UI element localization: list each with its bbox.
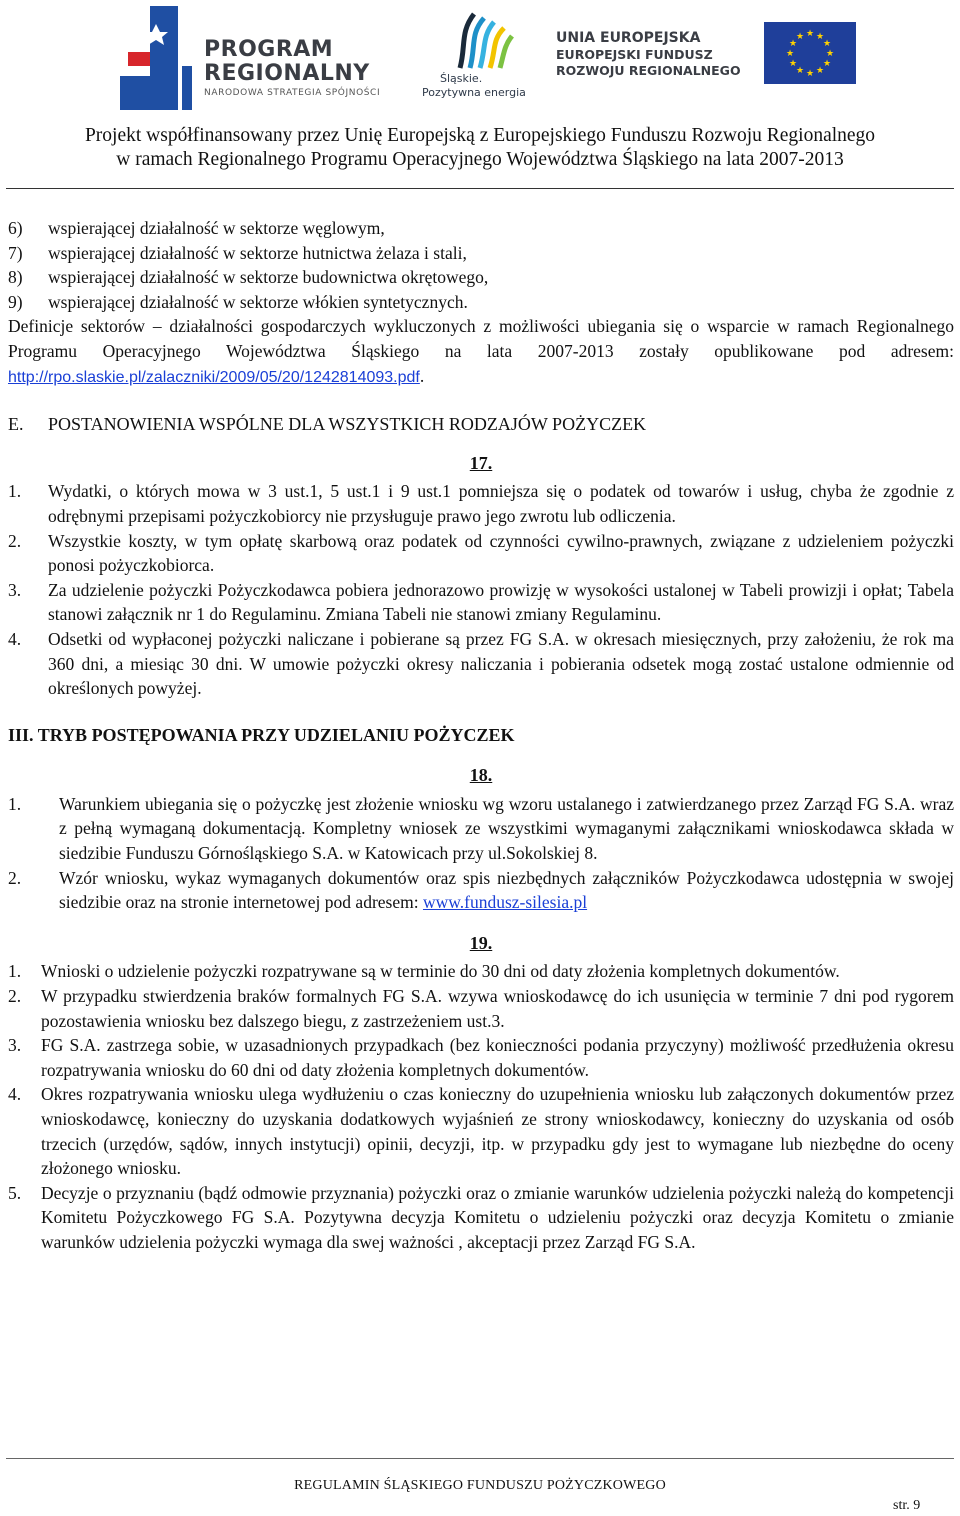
header-divider: [6, 188, 954, 189]
paragraph-19-title: 19.: [469, 932, 493, 953]
section-e-number: E.: [8, 414, 24, 435]
list-text: wspierającej działalność w sektorze hutnictwa żelaza i stali,: [48, 242, 467, 263]
list-text: FG S.A. zastrzega sobie, w uzasadnionych przypadkach (bez konieczności podania przyczyny) możliwość przedłużenia okresu rozpatrywania wniosku do 60 dni od daty złożenia kompletnych dokumentów.: [41, 1035, 954, 1080]
list-text: [59, 866, 954, 915]
program-regionalny-logo: [120, 6, 400, 116]
eu-logo-line2: EUROPEJSKI FUNDUSZ: [556, 47, 713, 62]
svg-text:★: ★: [822, 59, 832, 69]
svg-text:★: ★: [805, 69, 815, 79]
svg-text:★: ★: [788, 39, 798, 49]
slaskie-wave-mark: [430, 6, 530, 72]
program-logo-line2: REGIONALNY: [204, 61, 370, 86]
list-text: W przypadku stwierdzenia braków formalnych FG S.A. wzywa wnioskodawcę do ich usunięcia w terminie 7 dni pod rygorem pozostawienia wniosku bez dalszego biegu, z zastrzeżeniem ust.3.: [41, 986, 954, 1031]
svg-text:★: ★: [795, 66, 805, 76]
document-body: [8, 216, 954, 1255]
list-item: [8, 479, 954, 528]
list-text: wspierającej działalność w sektorze węglowym,: [48, 218, 385, 238]
svg-text:★: ★: [815, 66, 825, 76]
list-number: 1.: [8, 481, 22, 502]
list-item: [8, 290, 954, 315]
list-text: Decyzje o przyznaniu (bądź odmowie przyznania) pożyczki oraz o zmianie warunków udzielenia pożyczki należą do kompetencji Komitetu Pożyczkowego FG S.A. Pozytywna decyzja Komitetu o udzieleniu pożyczki oraz decyzja Komitetu o zmianie warunków udzielenia pożyczki wymaga dla swej ważności , akceptacji przez Zarząd FG S.A.: [41, 1182, 954, 1252]
list-number: 4.: [8, 1084, 22, 1105]
list-number: 6): [8, 218, 23, 238]
list-item: [8, 216, 954, 241]
definitions-text: Definicje sektorów – działalności gospodarczych wykluczonych z możliwości ubiegania się o wsparcie w ramach Regionalnego Programu Operacyjnego Województwa Śląskiego na lata 2007-2013 zostały opublikowane pod adresem:: [8, 316, 954, 361]
svg-text:★: ★: [822, 39, 832, 49]
list-text: wspierającej działalność w sektorze budownictwa okrętowego,: [48, 267, 489, 288]
section-e-heading: [8, 412, 954, 437]
section-e-title: POSTANOWIENIA WSPÓLNE DLA WSZYSTKICH RODZAJÓW POŻYCZEK: [48, 414, 647, 435]
list-text: Okres rozpatrywania wniosku ulega wydłużeniu o czas konieczny do uzupełnienia wniosku lub załączonych dokumentów przez wnioskodawcę, konieczny do uzyskania dodatkowych wyjaśnień ze strony wnioskodawcy, konieczny do uzyskania od osób trzecich (urzędów, sądów, innych instytucji) opinii, decyzji, itp. w przypadku gdy jest to wymagane lub niezbędne do oceny złożonego wniosku.: [41, 1084, 954, 1179]
svg-text:★: ★: [785, 49, 795, 59]
list-number: 4.: [8, 628, 22, 649]
list-number: 2.: [8, 530, 22, 551]
eu-logo: [556, 30, 856, 90]
list-number: 3.: [8, 579, 22, 600]
list-item: [8, 792, 954, 866]
list-number: 1.: [8, 793, 22, 814]
footer-divider: [6, 1458, 954, 1459]
paragraph-19-list: [8, 959, 954, 1254]
list-item: [8, 578, 954, 627]
list-number: 2.: [8, 986, 22, 1007]
svg-text:★: ★: [805, 29, 815, 39]
paragraph-17-title: 17.: [469, 452, 493, 473]
list-text-body: Wzór wniosku, wykaz wymaganych dokumentów oraz spis niezbędnych załączników Pożyczkodawca udostępnia w swojej siedzibie oraz na stronie internetowej pod adresem:: [59, 867, 954, 913]
svg-text:★: ★: [788, 59, 798, 69]
list-text: Warunkiem ubiegania się o pożyczkę jest złożenie wniosku wg wzoru ustalanego i zatwierdzanego przez Zarząd FG S.A. wraz z pełną wymaganą dokumentacją. Kompletny wniosek ze wszystkimi wymaganymi załącznikami wnioskodawca składa w siedzibie Funduszu Górnośląskiego S.A. w Katowicach przy ul.Sokolskiej 8.: [59, 793, 954, 864]
list-item: [8, 984, 954, 1033]
section-iii-heading: III. TRYB POSTĘPOWANIA PRZY UDZIELANIU POŻYCZEK: [8, 724, 515, 745]
definitions-paragraph: [8, 314, 954, 390]
eu-flag-icon: [764, 22, 856, 84]
program-logo-line3: NARODOWA STRATEGIA SPÓJNOŚCI: [204, 88, 381, 98]
list-text: Wszystkie koszty, w tym opłatę skarbową oraz podatek od czynności cywilno-prawnych, związane z udzieleniem pożyczki ponosi pożyczkobiorca.: [48, 530, 954, 576]
list-item: [8, 1181, 954, 1255]
list-item: [8, 529, 954, 578]
svg-text:★: ★: [825, 49, 835, 59]
list-item: [8, 241, 954, 266]
list-number: 5.: [8, 1182, 22, 1203]
svg-text:★: ★: [815, 32, 825, 42]
program-logo-line1: PROGRAM: [204, 37, 334, 62]
list-item: [8, 959, 954, 984]
rpo-definitions-link[interactable]: http://rpo.slaskie.pl/zalaczniki/2009/05/20/1242814093.pdf: [8, 368, 420, 386]
project-funding-line1: Projekt współfinansowany przez Unię Europejską z Europejskiego Funduszu Rozwoju Regionalnego: [84, 125, 876, 146]
list-item: [8, 1082, 954, 1180]
list-number: 8): [8, 267, 23, 288]
svg-text:★: ★: [795, 32, 805, 42]
paragraph-18-title: 18.: [469, 765, 493, 786]
definitions-period: .: [419, 365, 425, 386]
list-number: 2.: [8, 867, 22, 888]
list-number: 3.: [8, 1035, 22, 1056]
slaskie-logo: [420, 6, 540, 106]
list-item: [8, 866, 954, 915]
paragraph-17-list: [8, 479, 954, 700]
program-regionalny-mark: [120, 6, 192, 110]
list-text: Wydatki, o których mowa w 3 ust.1, 5 ust.1 i 9 ust.1 pomniejsza się o podatek od towarów i usług, chyba że zgodnie z odrębnymi przepisami pożyczkobiorcy nie przysługuje prawo jego zwrotu lub odliczenia.: [48, 481, 954, 526]
header-logos: [0, 0, 960, 120]
list-item: [8, 1033, 954, 1082]
slaskie-logo-line2: Pozytywna energia: [422, 86, 526, 99]
fundusz-silesia-link[interactable]: www.fundusz-silesia.pl: [422, 892, 588, 913]
list-text: wspierającej działalność w sektorze włókien syntetycznych.: [48, 291, 468, 312]
list-number: 7): [8, 242, 23, 263]
slaskie-logo-line1: Śląskie.: [440, 72, 483, 85]
paragraph-18-list: [8, 792, 954, 915]
eu-logo-line3: ROZWOJU REGIONALNEGO: [556, 63, 741, 78]
list-item: [8, 265, 954, 290]
list-item: [8, 627, 954, 701]
excluded-sectors-list: [8, 216, 954, 314]
project-funding-line2: w ramach Regionalnego Programu Operacyjnego Województwa Śląskiego na lata 2007-2013: [116, 149, 844, 170]
list-number: 1.: [8, 961, 22, 982]
list-number: 9): [8, 291, 23, 312]
list-text: Odsetki od wypłaconej pożyczki naliczane i pobierane są przez FG S.A. w okresach miesięcznych, przy założeniu, że rok ma 360 dni, a miesiąc 30 dni. W umowie pożyczki okresy naliczania i pobierania odsetek mogą zostać ustalone odmiennie od określonych powyżej.: [48, 628, 954, 699]
list-text: Wnioski o udzielenie pożyczki rozpatrywane są w terminie do 30 dni od daty złożenia kompletnych dokumentów.: [41, 961, 840, 982]
list-text: Za udzielenie pożyczki Pożyczkodawca pobiera jednorazowo prowizję w wysokości ustalonej w Tabeli prowizji i opłat; Tabela stanowi załącznik nr 1 do Regulaminu. Zmiana Tabeli nie stanowi zmiany Regulaminu.: [48, 579, 954, 625]
footer-title: REGULAMIN ŚLĄSKIEGO FUNDUSZU POŻYCZKOWEGO: [294, 1478, 666, 1493]
page-number: str. 9: [893, 1498, 921, 1513]
eu-logo-line1: UNIA EUROPEJSKA: [556, 30, 701, 46]
